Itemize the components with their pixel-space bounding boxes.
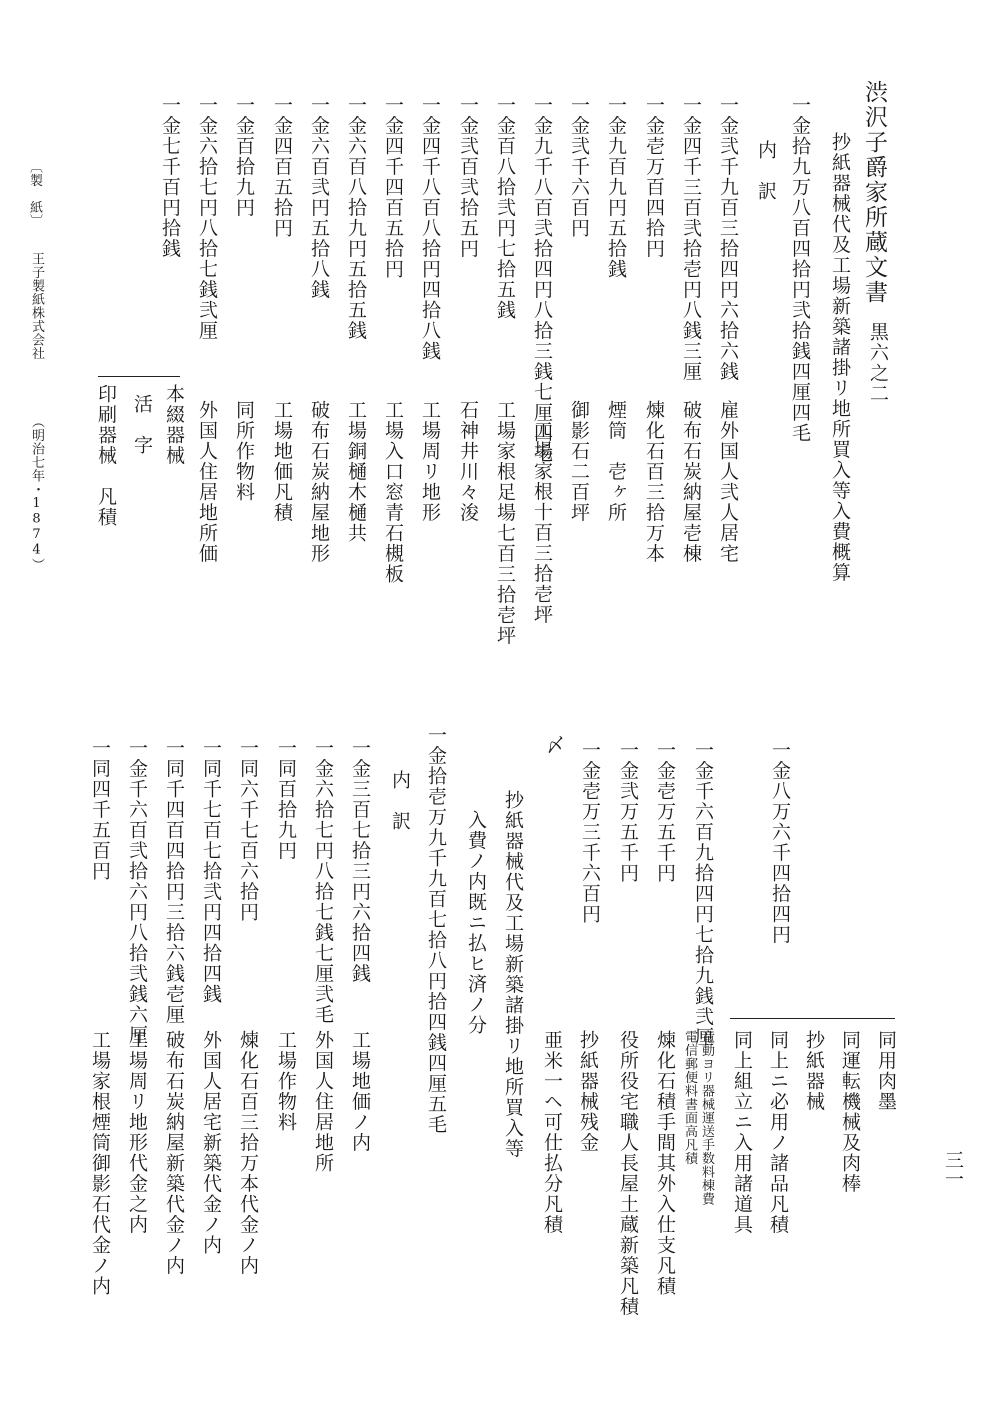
upper-item-amount: 一金六百弐円五拾八銭 — [308, 95, 330, 300]
lower-item-amount: 一金八万六千四拾四円 — [769, 740, 791, 945]
lower-item-amount: 一金千六百九拾四円七拾九銭弐厘 — [692, 740, 714, 1048]
sub-note-binding: 本綴器械 — [163, 384, 185, 466]
upper-item-amount: 一金四千八百八拾円四拾八銭 — [419, 95, 441, 362]
paid-item-amount: 一金六拾七円八拾七銭七厘弐毛 — [312, 738, 334, 1025]
upper-item-amount: 一金弐千九百三拾四円六拾六銭 — [717, 95, 739, 382]
footer-section: 〔製 紙〕 — [27, 160, 42, 228]
upper-item-note: 工場周リ地形 — [419, 400, 441, 523]
document-subject: 抄紙器械代及工場新築諸掛リ地所買入等入費概算 — [829, 132, 851, 583]
upper-item-amount: 一金六拾七円八拾七銭弐厘 — [196, 95, 218, 341]
lower-item-note: 同運転機械及肉棒 — [839, 1030, 861, 1194]
lower-item-amount: 一金壱万五千円 — [654, 740, 676, 884]
upper-item-amount: 一金六百八拾九円五拾五銭 — [345, 95, 367, 341]
paid-item-note: 外国人居宅新築代金ノ内 — [200, 1030, 222, 1256]
upper-item-note: 石神井川々浚 — [457, 400, 479, 523]
paid-item-amount: 一同四千五百円 — [89, 738, 111, 882]
book-title: 渋沢子爵家所蔵文書 — [861, 80, 887, 305]
lower-item-note: 電信郵便料書面高凡積 — [682, 1030, 697, 1165]
sub-note-type: 活 字 — [131, 394, 153, 456]
lower-item-amount: 一金弐万五千円 — [617, 740, 639, 884]
upper-item-amount: 一金九千八百弐拾四円八拾三銭七厘四毛 — [531, 95, 553, 464]
upper-item-note: 煉化石百三拾万本 — [643, 400, 665, 564]
lower-item-note: 同上ニ必用ノ諸品凡積 — [767, 1030, 789, 1235]
upper-item-note: 工場家根足場七百三拾壱坪 — [494, 400, 516, 646]
upper-item-note: 煙筒 壱ヶ所 — [605, 400, 627, 523]
paid-item-note: 工場周リ地形代金之内 — [126, 1030, 148, 1235]
document-id: 黒六之二 — [867, 322, 889, 404]
paid-heading: 抄紙器械代及工場新築諸掛リ地所買入等 — [502, 790, 524, 1159]
lower-item-note: 同上組立ニ入用諸道具 — [731, 1030, 753, 1235]
upper-item-amount: 一金四千三百弐拾壱円八銭三厘 — [680, 95, 702, 382]
lower-item-note: 竜動ヨリ器械運送手数料棟費 — [699, 1030, 714, 1206]
upper-item-note: 外国人住居地所価 — [196, 400, 218, 564]
upper-item-note: 工場入口窓青石槻板 — [382, 400, 404, 585]
upper-item-amount: 一金百八拾弐円七拾五銭 — [494, 95, 516, 321]
upper-item-note: 御影石二百坪 — [568, 400, 590, 523]
paid-item-amount: 一同千四百四拾円三拾六銭壱厘 — [163, 738, 185, 1025]
paid-breakdown-label: 内 訳 — [389, 770, 411, 832]
upper-item-amount: 一金壱万百四拾円 — [643, 95, 665, 259]
upper-item-note: 工場銅樋木樋共 — [345, 400, 367, 544]
paid-total: 一金拾壱万九千九百七拾八円拾四銭四厘五毛 — [425, 725, 447, 1135]
paid-item-amount: 一金千六百弐拾六円八拾弐銭六厘 — [126, 738, 148, 1046]
lower-item-note: 役所役宅職人長屋土蔵新築凡積 — [617, 1030, 639, 1317]
paid-item-note: 工場地価ノ内 — [349, 1030, 371, 1153]
notes-bracket-2 — [730, 1018, 796, 1019]
footer-date: （明治七年・1874） — [29, 415, 44, 572]
upper-item-amount: 一金四千四百五拾円 — [382, 95, 404, 280]
upper-item-amount: 一金四百五拾円 — [271, 95, 293, 239]
paid-item-amount: 一同千七百七拾弐円四拾四銭 — [200, 738, 222, 1005]
paid-item-note: 工場家根煙筒御影石代金ノ内 — [89, 1030, 111, 1297]
upper-item-amount: 一金弐百弐拾五円 — [457, 95, 479, 259]
upper-total: 一金拾九万八百四拾円弐拾銭四厘四毛 — [789, 95, 811, 444]
lower-item-note: 抄紙器械残金 — [577, 1030, 599, 1153]
upper-item-amount: 一金九百九円五拾銭 — [605, 95, 627, 280]
footer-company: 王子製紙株式会社 — [29, 252, 44, 360]
lower-item-note: 亜米一ヘ可仕払分凡積 — [541, 1030, 563, 1235]
sub-notes-bracket — [98, 376, 180, 377]
lower-item-note: 煉化石積手間其外入仕支凡積 — [654, 1030, 676, 1297]
upper-item-note: 雇外国人弐人居宅 — [717, 400, 739, 564]
paid-subheading: 入費ノ内既ニ払ヒ済ノ分 — [465, 810, 487, 1036]
paid-item-amount: 一金三百七拾三円六拾四銭 — [349, 738, 371, 984]
upper-item-note: 破布石炭納屋地形 — [308, 400, 330, 564]
sub-note-printing: 印刷器械 凡積 — [95, 384, 117, 528]
upper-item-amount: 一金弐千六百円 — [568, 95, 590, 239]
paid-item-amount: 一同六千七百六拾円 — [237, 738, 259, 923]
upper-item-note: 同所作物料 — [233, 400, 255, 503]
upper-item-amount: 一金七千百円拾銭 — [159, 95, 181, 259]
lower-item-amount: 一金壱万三千六百円 — [579, 740, 601, 925]
paid-item-amount: 一同百拾九円 — [275, 738, 297, 861]
paid-item-note: 工場作物料 — [275, 1030, 297, 1133]
paid-item-note: 外国人住居地所 — [312, 1030, 334, 1174]
upper-item-note: 工場地価凡積 — [271, 400, 293, 523]
lower-item-note: 抄紙器械 — [803, 1030, 825, 1112]
lower-item-note: 同用肉墨 — [875, 1030, 897, 1112]
upper-breakdown-label: 内 訳 — [755, 140, 777, 202]
notes-bracket-1 — [795, 1018, 895, 1019]
page-number: 三一 — [942, 1150, 964, 1188]
paid-item-note: 煉化石百三拾万本代金ノ内 — [237, 1030, 259, 1276]
lower-item-amount: 〆 — [543, 735, 565, 756]
upper-item-note: 工場家根十百三拾壱坪 — [531, 420, 553, 625]
paid-item-note: 破布石炭納屋新築代金ノ内 — [163, 1030, 185, 1276]
upper-item-amount: 一金百拾九円 — [233, 95, 255, 218]
upper-item-note: 破布石炭納屋壱棟 — [680, 400, 702, 564]
